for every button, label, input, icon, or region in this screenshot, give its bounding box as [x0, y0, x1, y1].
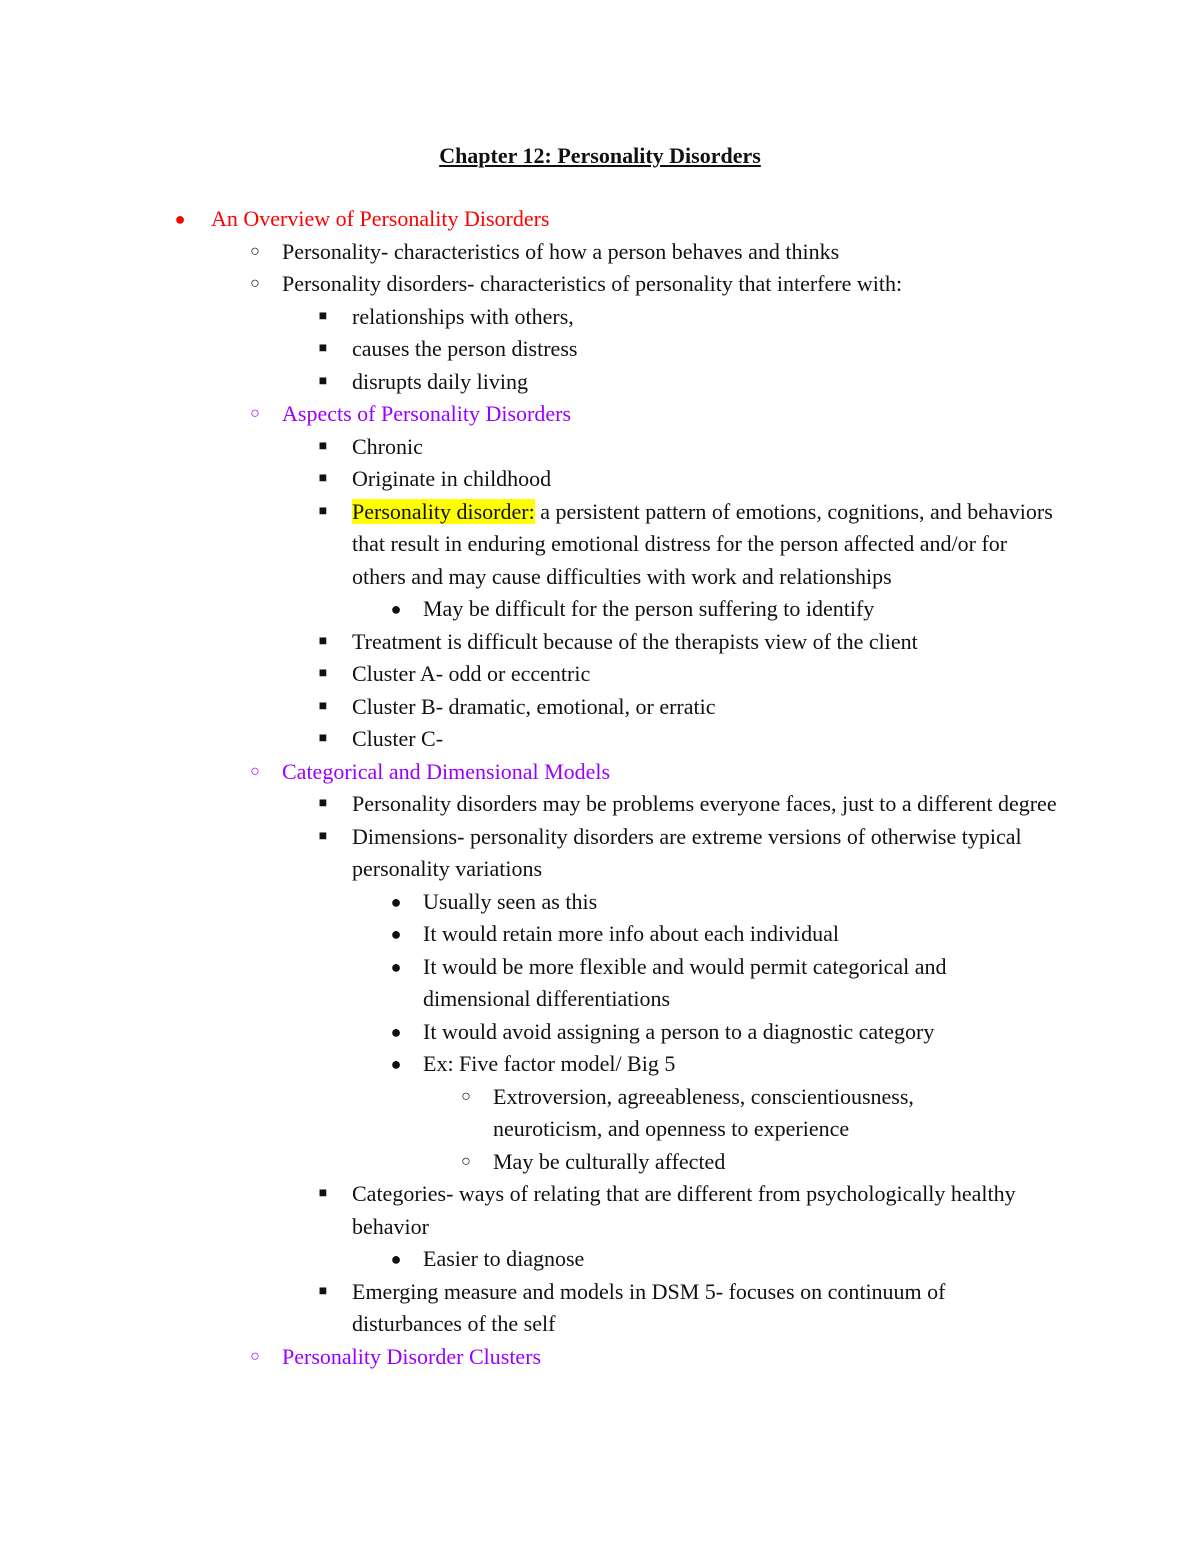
list-item-text: causes the person distress: [352, 336, 578, 361]
list-item-text: May be culturally affected: [493, 1148, 726, 1174]
list-item: [0, 1016, 1200, 1049]
list-item-text: Ex: Five factor model/ Big 5: [423, 1051, 676, 1076]
square-bullet-icon: ■: [318, 698, 328, 714]
list-item: [0, 918, 1200, 951]
filled-circle-bullet-icon: ●: [174, 209, 186, 229]
list-item-text: Personality disorders- characteristics of personality that interfere with:: [282, 271, 903, 296]
square-bullet-icon: ■: [318, 341, 328, 356]
list-item-text: Categorical and Dimensional Models: [282, 758, 611, 784]
square-bullet-icon: ■: [318, 308, 328, 324]
list-item-text: Aspects of Personality Disorders: [282, 401, 572, 426]
list-item-text: It would retain more info about each individual: [423, 921, 840, 946]
list-item: [0, 268, 1200, 301]
square-bullet-icon: ■: [318, 633, 328, 649]
list-item-text: Personality Disorder Clusters: [282, 1343, 542, 1369]
list-item-text: Dimensions- personality disorders are extreme versions of otherwise typical personality variations: [352, 823, 1022, 881]
square-bullet-icon: ■: [318, 503, 328, 519]
filled-circle-bullet-icon: ●: [390, 891, 402, 912]
list-item-text: Chronic: [352, 433, 423, 459]
list-item: [0, 723, 1200, 756]
square-bullet-icon: ■: [318, 373, 328, 389]
list-item: [0, 496, 1200, 594]
hollow-circle-bullet-icon: ○: [250, 405, 260, 422]
list-item: [0, 626, 1200, 659]
list-item: [0, 431, 1200, 464]
list-item: [0, 821, 1200, 886]
filled-circle-bullet-icon: ●: [390, 956, 402, 977]
hollow-circle-bullet-icon: ○: [250, 762, 260, 780]
list-item: [0, 398, 1200, 431]
list-item-text: It would avoid assigning a person to a diagnostic category: [423, 1018, 935, 1044]
page-title: Chapter 12: Personality Disorders: [439, 143, 761, 168]
list-item: [0, 1178, 1200, 1243]
list-item: [0, 886, 1200, 919]
list-item-text: Easier to diagnose: [423, 1246, 585, 1271]
list-item-text: It would be more flexible and would permit categorical and dimensional differentiations: [423, 953, 947, 1011]
list-item-text: relationships with others,: [352, 303, 574, 329]
filled-circle-bullet-icon: ●: [390, 599, 402, 619]
square-bullet-icon: ■: [318, 1186, 328, 1201]
filled-circle-bullet-icon: ●: [390, 1021, 402, 1042]
filled-circle-bullet-icon: ●: [390, 924, 402, 944]
list-item-text: Usually seen as this: [423, 888, 598, 914]
list-item: [0, 203, 1200, 236]
filled-circle-bullet-icon: ●: [390, 1249, 402, 1269]
outline-list: [0, 203, 1200, 1373]
list-item-text: Emerging measure and models in DSM 5- focuses on continuum of disturbances of the self: [352, 1278, 946, 1336]
list-item: [0, 1081, 1200, 1146]
list-item: [0, 236, 1200, 269]
list-item: [0, 658, 1200, 691]
square-bullet-icon: ■: [318, 471, 328, 486]
list-item-text: Personality- characteristics of how a person behaves and thinks: [282, 238, 840, 264]
square-bullet-icon: ■: [318, 731, 328, 746]
list-item-text: Cluster B- dramatic, emotional, or erratic: [352, 693, 716, 719]
hollow-circle-bullet-icon: ○: [461, 1087, 471, 1105]
list-item-text: An Overview of Personality Disorders: [211, 206, 550, 231]
list-item: [0, 1276, 1200, 1341]
square-bullet-icon: ■: [318, 828, 328, 844]
list-item: [0, 788, 1200, 821]
list-item: [0, 691, 1200, 724]
list-item: [0, 756, 1200, 789]
list-item-text: Extroversion, agreeableness, conscientiousness, neuroticism, and openness to experience: [493, 1083, 914, 1141]
list-item-text: Categories- ways of relating that are different from psychologically healthy behavior: [352, 1181, 1016, 1239]
list-item: [0, 1243, 1200, 1276]
list-item-text: [352, 496, 1060, 594]
list-item: [0, 463, 1200, 496]
list-item-text: May be difficult for the person suffering to identify: [423, 596, 875, 621]
hollow-circle-bullet-icon: ○: [250, 242, 260, 260]
list-item: [0, 333, 1200, 366]
filled-circle-bullet-icon: ●: [390, 1054, 402, 1074]
list-item: [0, 366, 1200, 399]
list-item: [0, 593, 1200, 626]
hollow-circle-bullet-icon: ○: [250, 1347, 260, 1365]
list-item-text: Treatment is difficult because of the therapists view of the client: [352, 628, 918, 654]
square-bullet-icon: ■: [318, 666, 328, 681]
list-item-text: Originate in childhood: [352, 466, 552, 491]
square-bullet-icon: ■: [318, 1283, 328, 1299]
list-item-text: Personality disorders may be problems everyone faces, just to a different degree: [352, 791, 1057, 816]
definition-text: a persistent pattern of emotions, cognitions, and behaviors that result in enduring emotional distress for the person affected and/or for others and may cause difficulties with work and relationships: [352, 498, 1053, 589]
list-item: [0, 1146, 1200, 1179]
hollow-circle-bullet-icon: ○: [250, 275, 260, 292]
list-item-text: Cluster A- odd or eccentric: [352, 661, 591, 686]
list-item: [0, 1341, 1200, 1374]
list-item-text: Cluster C-: [352, 726, 444, 751]
highlighted-term: Personality disorder:: [352, 498, 535, 524]
square-bullet-icon: ■: [318, 796, 328, 811]
list-item: [0, 301, 1200, 334]
hollow-circle-bullet-icon: ○: [461, 1152, 471, 1170]
list-item-text: disrupts daily living: [352, 368, 528, 394]
square-bullet-icon: ■: [318, 438, 328, 454]
list-item: [0, 951, 1200, 1016]
list-item: [0, 1048, 1200, 1081]
